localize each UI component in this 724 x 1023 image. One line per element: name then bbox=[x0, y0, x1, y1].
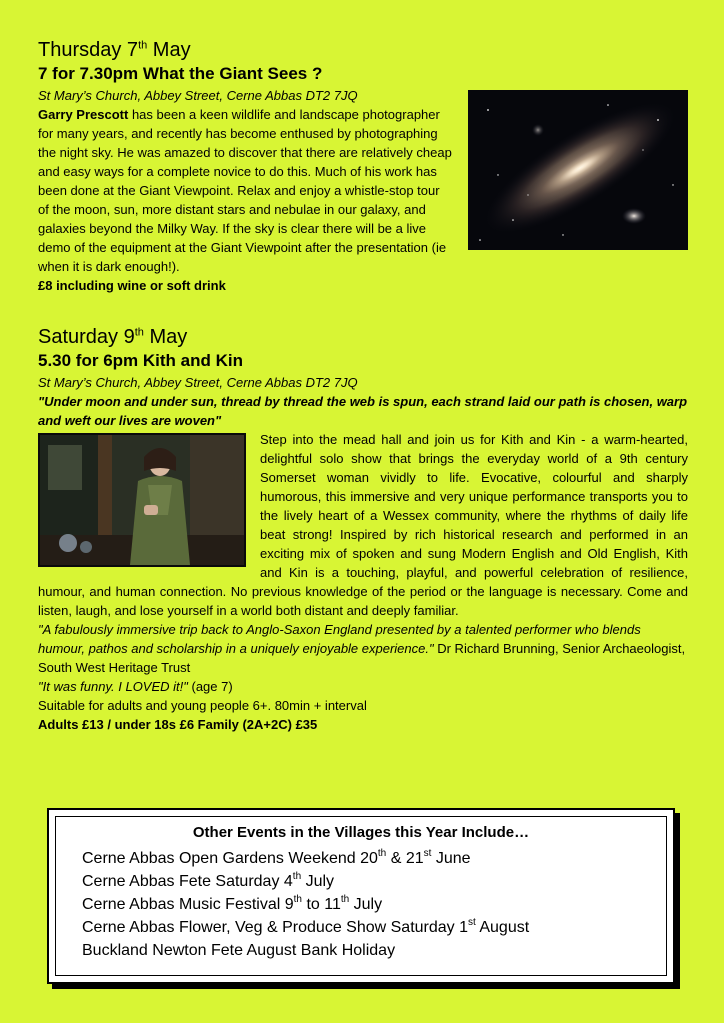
event2-tagline: "Under moon and under sun, thread by thread the web is spun, each strand laid our path is chosen, warp and weft our lives are woven" bbox=[38, 394, 688, 428]
event1-day: Thursday 7th May bbox=[38, 39, 191, 61]
andromeda-galaxy-image bbox=[468, 90, 688, 250]
other-events-list bbox=[56, 847, 666, 962]
event1-speaker: Garry Prescott bbox=[38, 107, 129, 122]
galaxy-illustration bbox=[468, 90, 688, 250]
event-kith-and-kin bbox=[38, 325, 688, 734]
event2-price: Adults £13 / under 18s £6 Family (2A+2C) £35 bbox=[38, 717, 318, 732]
event2-review bbox=[38, 620, 688, 677]
page-content bbox=[38, 38, 688, 734]
event2-child-quote: "It was funny. I LOVED it!" bbox=[38, 679, 188, 694]
event-what-the-giant-sees bbox=[38, 38, 688, 295]
other-events-heading: Other Events in the Villages this Year Include… bbox=[192, 824, 530, 841]
list-item: Cerne Abbas Music Festival 9th to 11th July bbox=[82, 894, 383, 913]
event2-venue: St Mary’s Church, Abbey Street, Cerne Abbas DT2 7JQ bbox=[38, 375, 358, 390]
event2-child-review: "It was funny. I LOVED it!" (age 7) bbox=[38, 679, 233, 694]
performer-photo bbox=[38, 433, 246, 567]
event1-price: £8 including wine or soft drink bbox=[38, 278, 226, 293]
event2-quote-attribution: Dr Richard Brunning, Senior Archaeologist, South West Heritage Trust bbox=[38, 641, 686, 675]
list-item: Cerne Abbas Flower, Veg & Produce Show Saturday 1st August bbox=[82, 917, 530, 936]
event1-description: Garry Prescott has been a keen wildlife and landscape photographer for many years, and recently has become enthused by photographing the night sky. He was amazed to discover that there are relatively cheap and easy ways for a complete novice to do this. Much of his work has been done at the Giant Viewpoint. Relax and enjoy a whistle-stop tour of the moon, sun, more distant stars and nebulae in our galaxy, and galaxies beyond the Milky Way. If the sky is clear there will be a live demo of the equipment at the Giant Viewpoint after the presentation (ie when it is dark enough!). bbox=[38, 107, 452, 274]
event1-title: 7 for 7.30pm What the Giant Sees ? bbox=[38, 64, 323, 83]
event2-quote: "A fabulously immersive trip back to Anglo-Saxon England presented by a talented performer who blends humour, pathos and scholarship in a uniquely enjoyable experience." bbox=[38, 622, 641, 656]
event2-title: 5.30 for 6pm Kith and Kin bbox=[38, 351, 243, 370]
list-item: Buckland Newton Fete August Bank Holiday bbox=[82, 942, 396, 959]
list-item: Cerne Abbas Fete Saturday 4th July bbox=[82, 871, 335, 890]
event2-day: Saturday 9th May bbox=[38, 326, 188, 348]
list-item: Cerne Abbas Open Gardens Weekend 20th & 21st June bbox=[82, 848, 471, 867]
mead-hall-illustration bbox=[40, 435, 244, 565]
other-events-inner-frame bbox=[55, 816, 667, 976]
event2-description: Step into the mead hall and join us for Kith and Kin - a warm-hearted, delightful solo show that brings the everyday world of a 9th century Somerset woman vividly to life. Evocative, colourful and sharply humorous, this immersive and very unique performance transports you to the lively heart of a Wessex community, where the rhythms of daily life beat strong! Inspired by rich historical research and performed in an exciting mix of spoken and sung Modern English and Old English, Kith and Kin is a touching, playful, and powerful celebration of resilience, humour, and human connection. No previous knowledge of the period or the language is necessary. Come and listen, laugh, and lose yourself in a world both distant and deeply familiar. bbox=[38, 432, 688, 618]
other-events-box bbox=[47, 808, 675, 984]
event2-suitability: Suitable for adults and young people 6+. 80min + interval bbox=[38, 698, 367, 713]
event1-venue: St Mary’s Church, Abbey Street, Cerne Abbas DT2 7JQ bbox=[38, 88, 358, 103]
